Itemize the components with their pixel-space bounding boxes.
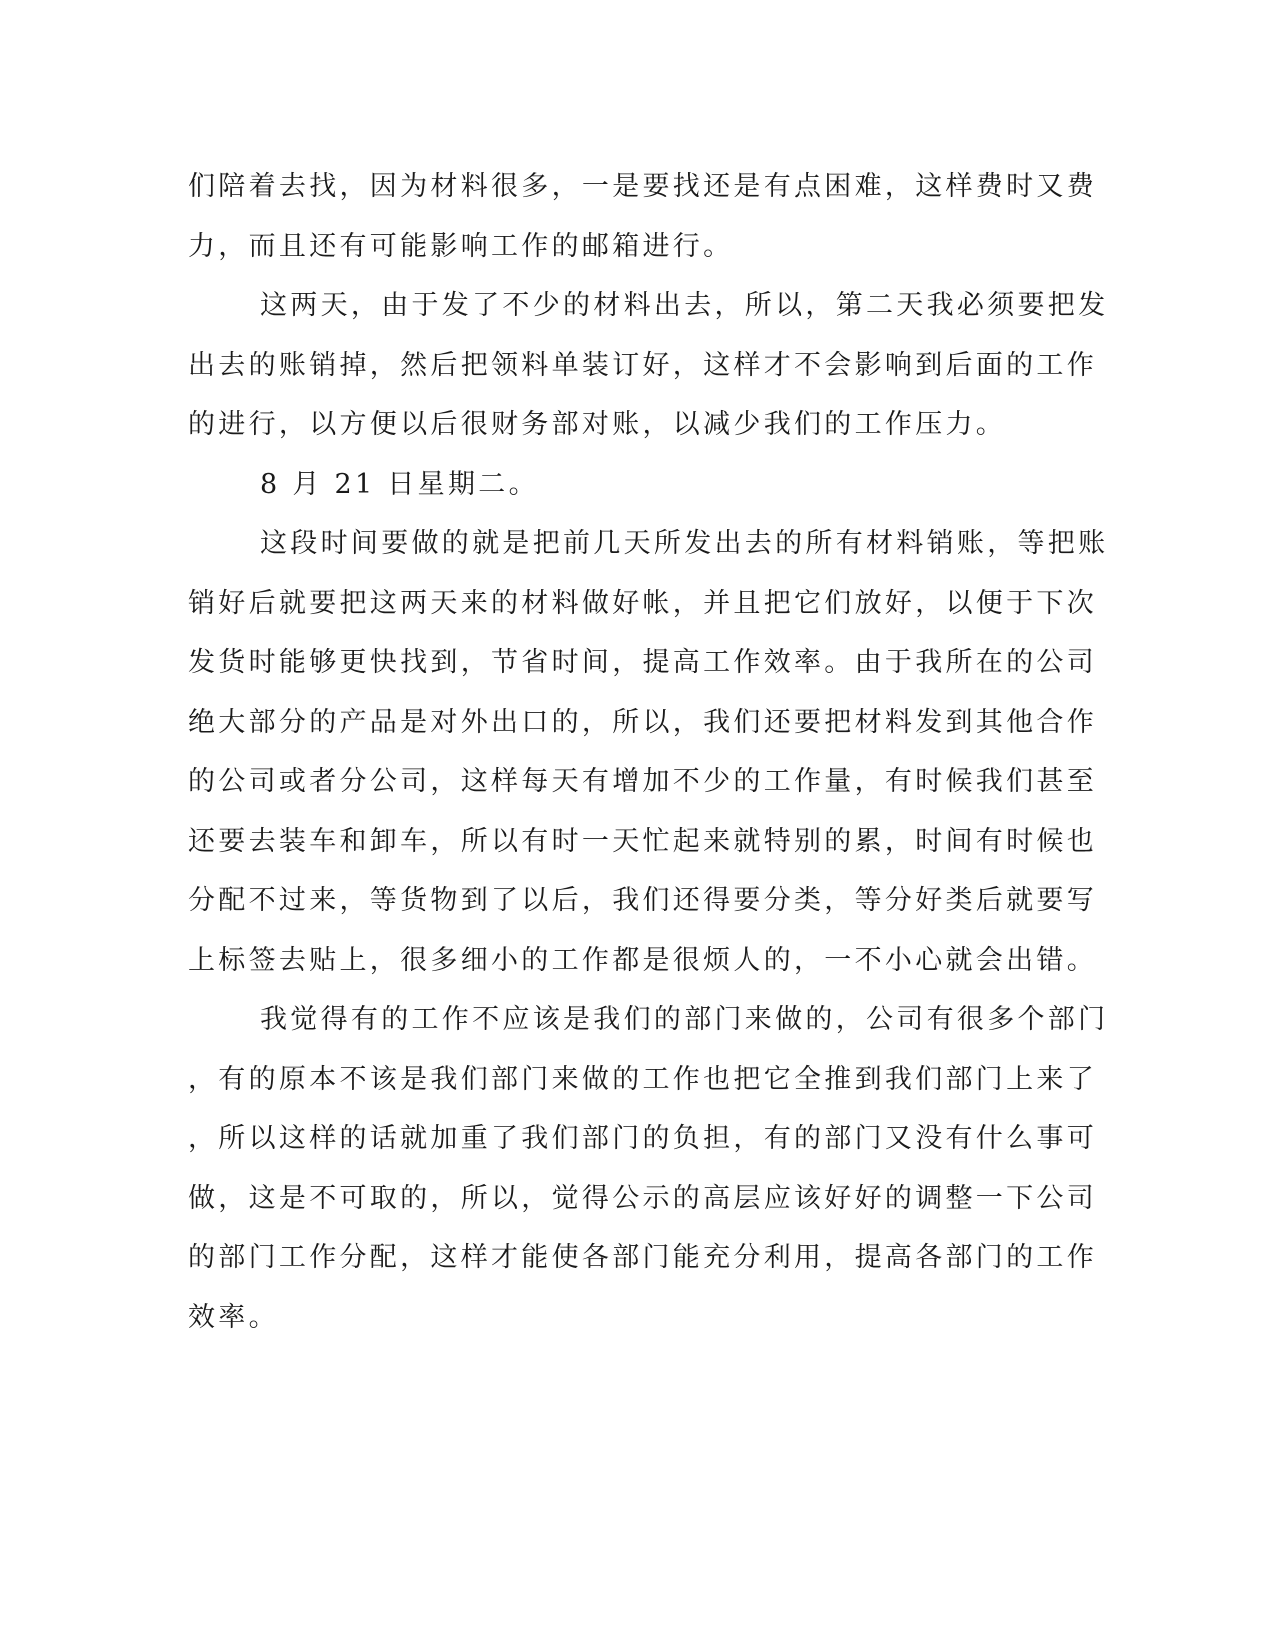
text-line: 的进行，以方便以后很财务部对账，以减少我们的工作压力。 — [188, 409, 1007, 440]
text-line: 绝大部分的产品是对外出口的，所以，我们还要把材料发到其他合作 — [188, 706, 1097, 738]
text-line: 销好后就要把这两天来的材料做好帐，并且把它们放好，以便于下次 — [188, 587, 1097, 619]
text-line: 上标签去贴上，很多细小的工作都是很烦人的，一不小心就会出错。 — [188, 944, 1097, 976]
date-line: 8 月 21 日星期二。 — [260, 468, 539, 500]
paragraph-start-line: 这段时间要做的就是把前几天所发出去的所有材料销账，等把账 — [260, 528, 1109, 559]
text-line: 分配不过来，等货物到了以后，我们还得要分类，等分好类后就要写 — [188, 885, 1097, 916]
text-line: 们陪着去找，因为材料很多，一是要找还是有点困难，这样费时又费 — [188, 171, 1097, 202]
text-line: 出去的账销掉，然后把领料单装订好，这样才不会影响到后面的工作 — [188, 349, 1097, 381]
text-line: 力，而且还有可能影响工作的邮箱进行。 — [188, 230, 734, 262]
text-line: 做，这是不可取的，所以，觉得公示的高层应该好好的调整一下公司 — [188, 1182, 1097, 1214]
paragraph-start-line: 这两天，由于发了不少的材料出去，所以，第二天我必须要把发 — [260, 290, 1109, 321]
text-line: 还要去装车和卸车，所以有时一天忙起来就特别的累，时间有时候也 — [188, 825, 1097, 857]
document-body — [188, 157, 1109, 1347]
text-line: 效率。 — [188, 1301, 279, 1333]
text-line: 发货时能够更快找到，节省时间，提高工作效率。由于我所在的公司 — [188, 647, 1097, 678]
text-line: 的部门工作分配，这样才能使各部门能充分利用，提高各部门的工作 — [188, 1242, 1097, 1273]
text-line: 的公司或者分公司，这样每天有增加不少的工作量，有时候我们甚至 — [188, 766, 1097, 797]
paragraph-start-line: 我觉得有的工作不应该是我们的部门来做的，公司有很多个部门 — [260, 1004, 1109, 1035]
text-line: ，有的原本不该是我们部门来做的工作也把它全推到我们部门上来了 — [188, 1063, 1097, 1095]
text-line: ，所以这样的话就加重了我们部门的负担，有的部门又没有什么事可 — [188, 1123, 1097, 1154]
